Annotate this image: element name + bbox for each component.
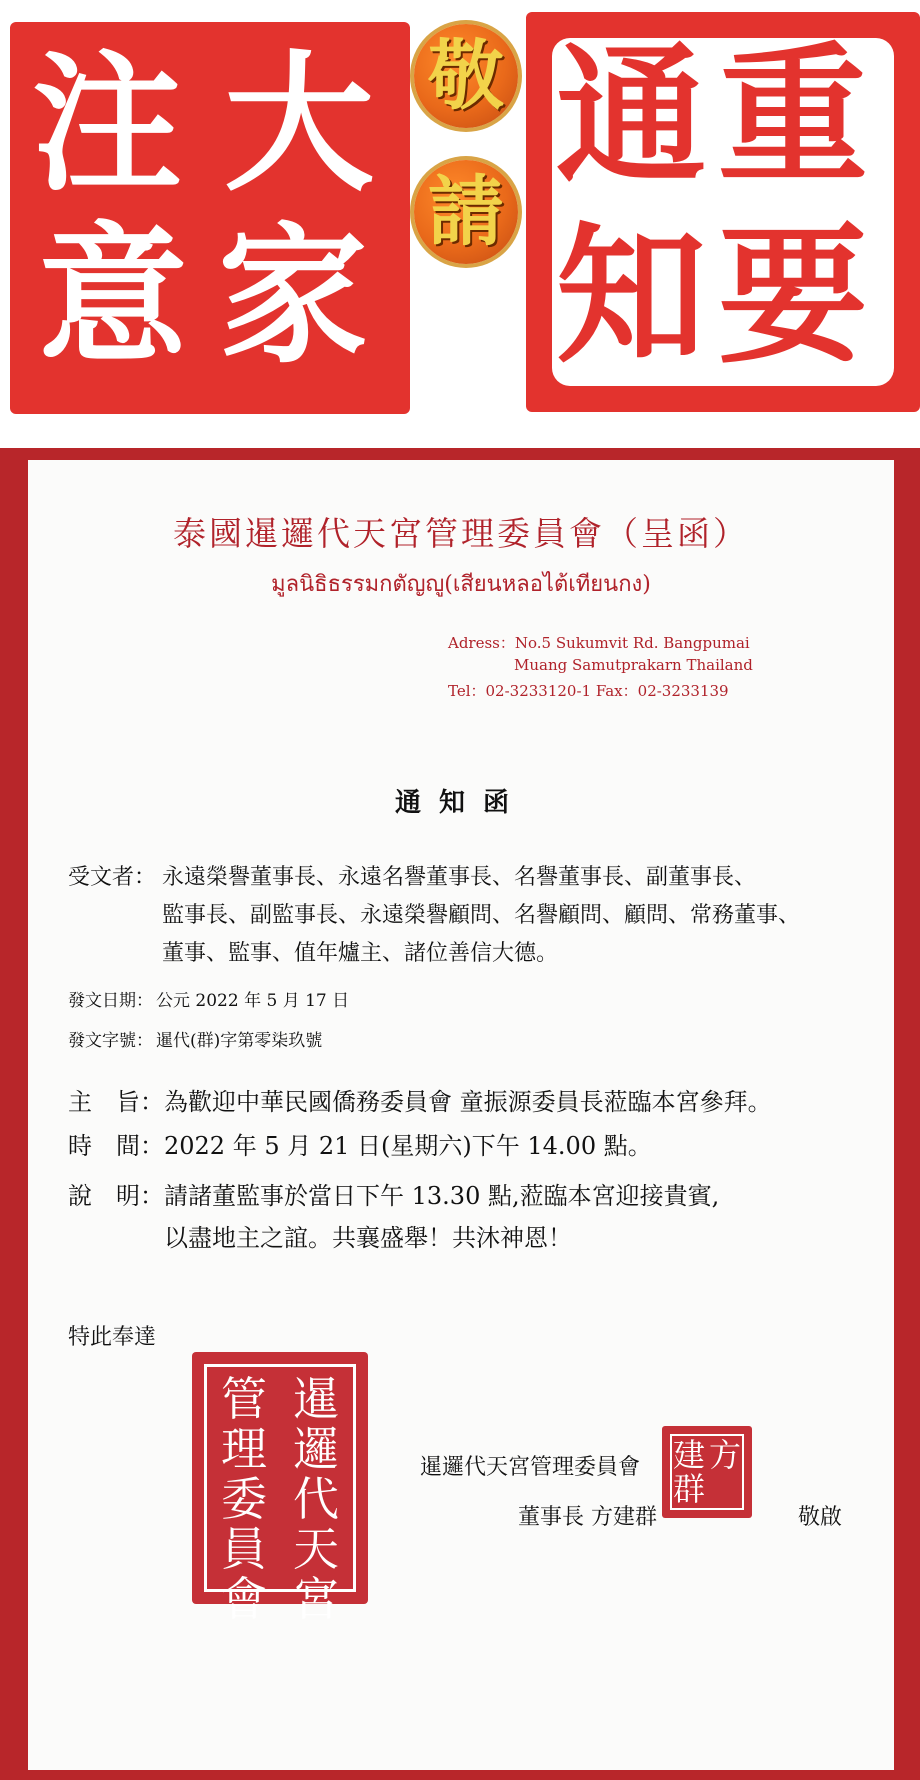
seal-char: 通 [556,30,707,204]
letter-paper [28,460,894,1770]
seal-column: 暹邏代天宮 [293,1372,339,1626]
org-name-thai: มูลนิธิธรรมกตัญญู(เสียนหลอไต้เทียนกง) [271,572,651,597]
recipients-line: 董事、監事、值年爐主、諸位善信大德。 [162,941,559,966]
org-name-chinese: 泰國暹邏代天宮管理委員會（呈函） [173,514,749,553]
subject-label: 主 旨： [68,1088,164,1116]
phone-fax-line: Tel：02-3233120-1 Fax：02-3233139 [448,682,729,700]
medallion-char: 敬 [428,31,504,120]
header-banner [0,0,920,422]
ref-value: 暹代(群)字第零柒玖號 [156,1031,323,1051]
subject-value: 為歡迎中華民國僑務委員會 童振源委員長蒞臨本宮參拜。 [164,1088,772,1116]
address-line: Muang Samutprakarn Thailand [514,656,753,674]
ref-label: 發文字號： [68,1031,153,1051]
note-label: 說 明： [68,1182,164,1210]
time-label: 時 間： [68,1132,164,1160]
recipients-label: 受文者： [68,865,157,890]
seal-char: 家 [218,210,369,384]
left-seal [10,22,410,414]
letter-frame [0,448,920,1780]
signature-title: 董事長 方建群 [518,1505,657,1530]
seal-char: 注 [32,38,183,212]
date-label: 發文日期： [68,991,153,1011]
time-value: 2022 年 5 月 21 日(星期六)下午 14.00 點。 [164,1132,652,1160]
personal-seal-stamp [662,1426,752,1518]
letter-title: 通知函 [394,788,527,818]
signature-org: 暹邏代天宮管理委員會 [420,1455,641,1480]
seal-char: 重 [718,30,869,204]
note-line: 以盡地主之誼。共襄盛舉！共沐神恩！ [164,1224,572,1252]
medallion [414,160,518,264]
date-value: 公元 2022 年 5 月 17 日 [156,991,350,1011]
address-line: Adress：No.5 Sukumvit Rd. Bangpumai [448,634,750,652]
seal-column: 建群 [672,1436,705,1508]
medallion [414,24,518,128]
recipients-line: 監事長、副監事長、永遠榮譽顧問、名譽顧問、顧問、常務董事、 [162,903,801,928]
closing-text: 特此奉達 [68,1325,157,1350]
recipients-line: 永遠榮譽董事長、永遠名譽董事長、名譽董事長、副董事長、 [162,865,757,890]
seal-column: 管理委員會 [221,1372,267,1626]
seal-column: 方 [708,1436,741,1474]
right-seal [526,12,920,412]
seal-char: 大 [224,38,375,212]
seal-char: 意 [38,210,189,384]
seal-char: 知 [556,210,707,384]
note-line: 請諸董監事於當日下午 13.30 點,蒞臨本宮迎接貴賓, [164,1182,720,1210]
official-seal-stamp [192,1352,368,1626]
medallion-char: 請 [428,167,504,256]
seal-char: 要 [718,210,869,384]
signature-closing: 敬啟 [798,1505,843,1530]
